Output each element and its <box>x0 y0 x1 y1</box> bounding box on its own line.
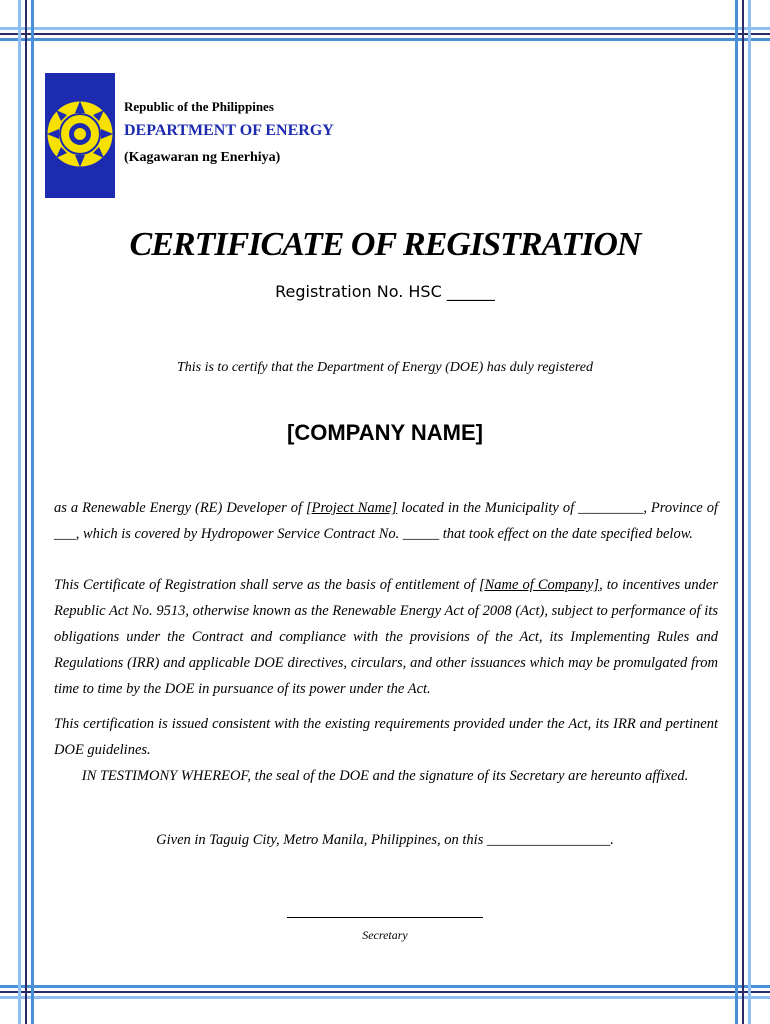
seal-sun-icon <box>45 99 115 169</box>
testimony-statement: IN TESTIMONY WHEREOF, the seal of the DOE and the signature of its Secretary are hereunto affixed. <box>81 768 689 784</box>
developer-text-a: as a Renewable Energy (RE) Developer of <box>54 500 306 516</box>
department-name: DEPARTMENT OF ENERGY <box>124 122 334 139</box>
border-right-light <box>748 0 751 1024</box>
republic-label: Republic of the Philippines <box>124 99 274 114</box>
border-left-blue <box>31 0 34 1024</box>
department-tagalog: (Kagawaran ng Enerhiya) <box>124 150 281 165</box>
given-statement: Given in Taguig City, Metro Manila, Philippines, on this _________________. <box>156 832 614 848</box>
border-top-dark <box>0 33 770 35</box>
certify-statement: This is to certify that the Department of Energy (DOE) has duly registered <box>176 360 594 375</box>
entitlement-text-b: , to incentives under Republic Act No. 9513, otherwise known as the Renewable Energy Act of 2008 (Act), subject to performance of its obligations under the Contract and compliance with the provisions of the Act, its Implementing Rules and Regulations (IRR) and applicable DOE directives, circulars, and other issuances which may be promulgated from time to time by the DOE in pursuance of its power under the Act. <box>54 577 718 697</box>
border-bottom-blue <box>0 985 770 988</box>
border-left-light <box>18 0 21 1024</box>
company-name-placeholder: [Name of Company] <box>478 577 600 593</box>
border-bottom-light <box>0 996 770 999</box>
registration-number: Registration No. HSC ______ <box>275 282 495 301</box>
entitlement-paragraph <box>54 572 718 702</box>
doe-seal-logo <box>45 73 115 198</box>
signatory-title: Secretary <box>362 928 408 942</box>
entitlement-text-a: This Certificate of Registration shall serve as the basis of entitlement of <box>54 577 479 593</box>
border-bottom-dark <box>0 991 770 993</box>
border-right-dark <box>742 0 744 1024</box>
consistency-paragraph: This certification is issued consistent with the existing requirements provided under the Act, its IRR and pertinent DOE guidelines. <box>54 716 718 758</box>
certificate-title: CERTIFICATE OF REGISTRATION <box>129 226 641 263</box>
border-left-dark <box>25 0 27 1024</box>
border-top-blue <box>0 38 770 41</box>
company-name: [COMPANY NAME] <box>287 420 483 445</box>
signature-line <box>287 917 483 918</box>
border-top-light <box>0 27 770 30</box>
border-right-blue <box>735 0 738 1024</box>
project-name-placeholder: [Project Name] <box>305 500 398 516</box>
developer-paragraph <box>54 495 718 547</box>
developer-text-b: located in the Municipality of _________, Province of ___, which is covered by Hydropower Service Contract No. _____ that took effect on the date specified below. <box>54 500 718 542</box>
